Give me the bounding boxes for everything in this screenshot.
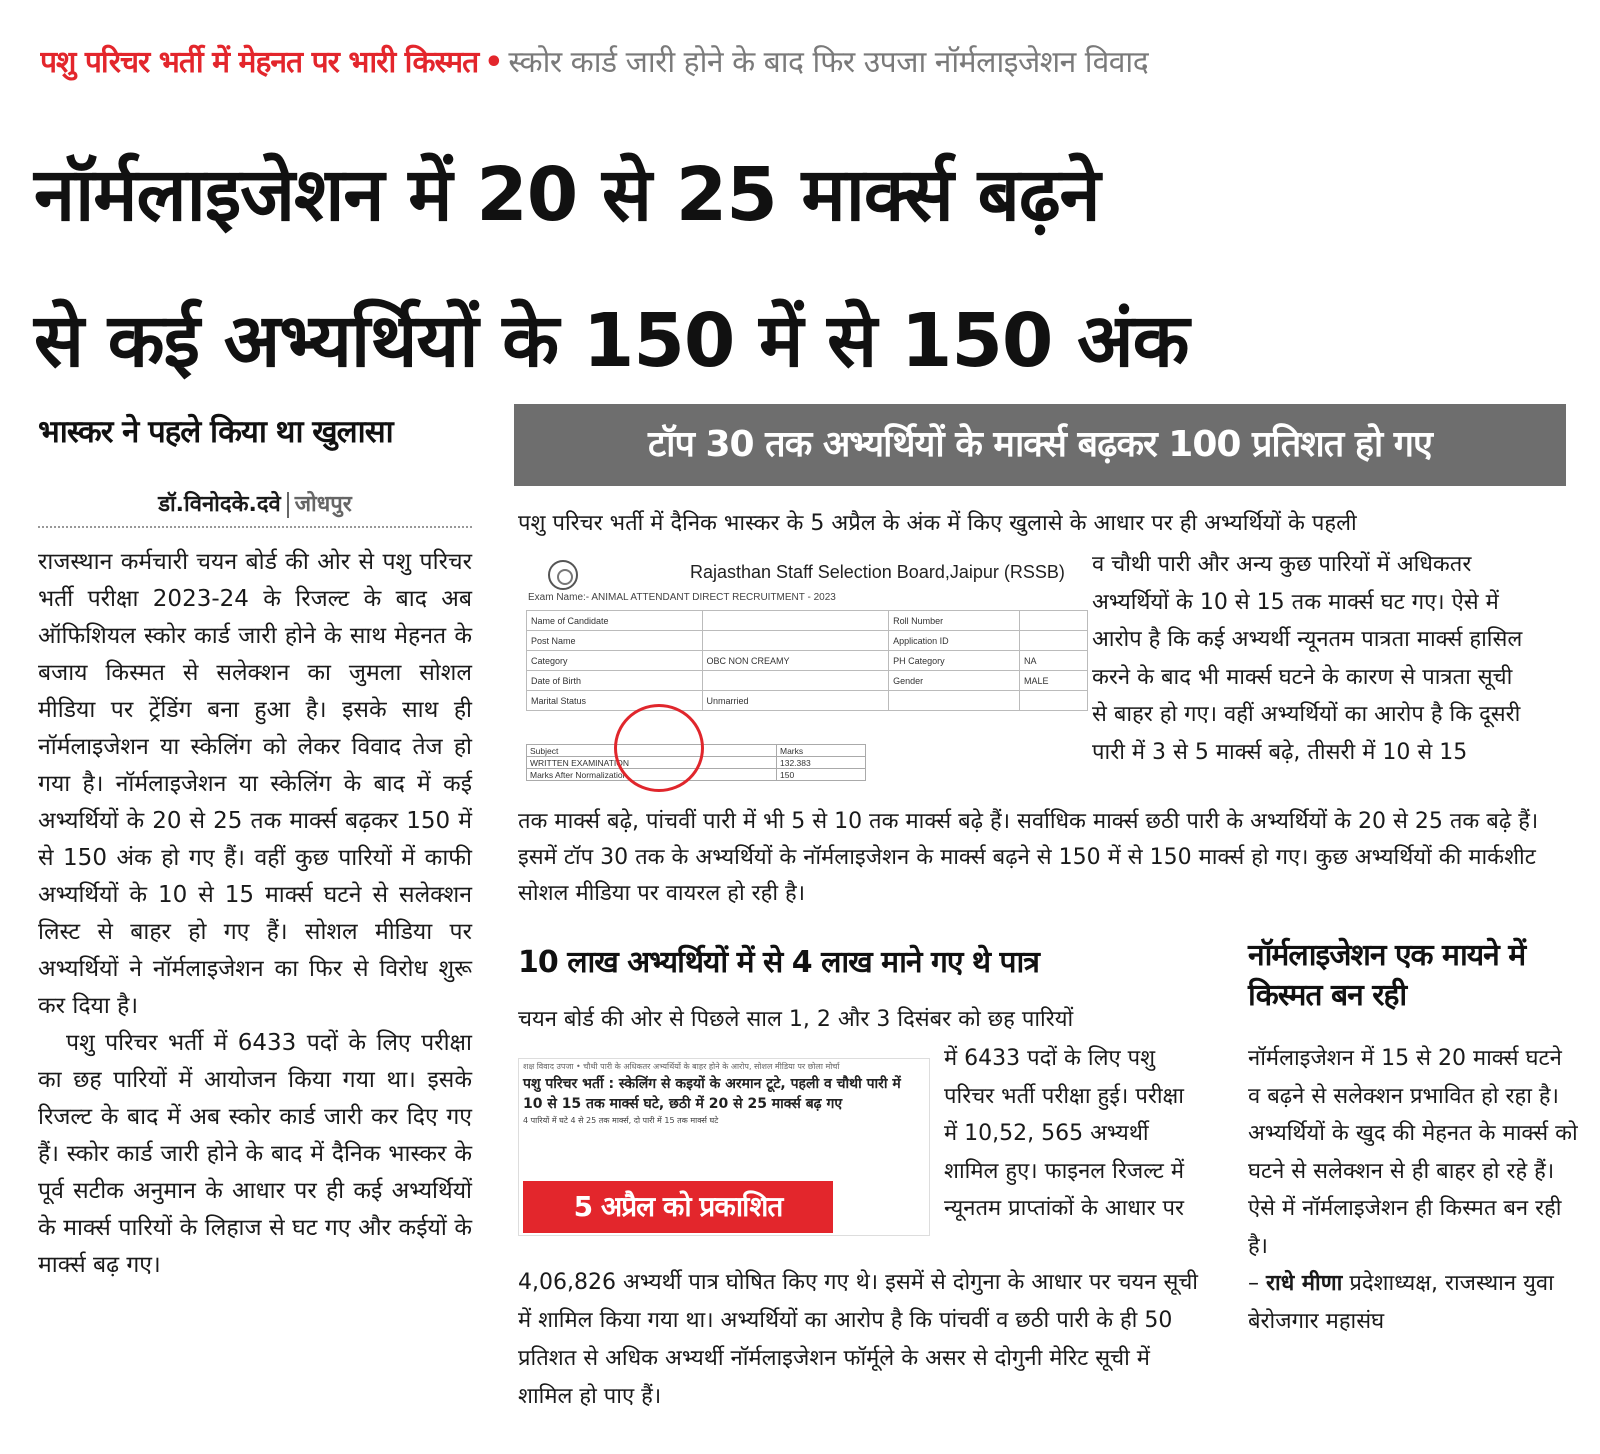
table-cell: Marital Status xyxy=(527,691,703,711)
score-card-title: Rajasthan Staff Selection Board,Jaipur (RSSB) xyxy=(690,562,1065,582)
table-cell: Date of Birth xyxy=(527,671,703,691)
published-date-stamp: 5 अप्रैल को प्रकाशित xyxy=(523,1181,833,1233)
score-card-exam-name: Exam Name:- ANIMAL ATTENDANT DIRECT RECRUITMENT - 2023 xyxy=(528,592,836,603)
rssb-emblem-icon xyxy=(548,560,578,590)
table-cell xyxy=(702,631,889,651)
headline-line-2: से कई अभ्यर्थियों के 150 में से 150 अंक xyxy=(34,298,1189,384)
newspaper-clipping-image xyxy=(518,1058,930,1236)
table-cell xyxy=(1020,631,1088,651)
sub-right-text: में 6433 पदों के लिए पशु परिचर भर्ती परीक्षा हुई। परीक्षा में 10,52, 565 अभ्यर्थी शामिल हुए। फाइनल रिजल्ट में न्यूनतम प्राप्तांकों के आधार पर xyxy=(944,1046,1185,1221)
sidebar-quote-text: नॉर्मलाइजेशन में 15 से 20 मार्क्स घटने व बढ़ने से सलेक्शन प्रभावित हो रहा है। अभ्यर्थियों के खुद की मेहनत के मार्क्स को घटने से सलेक्शन से ही बाहर हो रहे हैं। ऐसे में नॉर्मलाइजेशन ही किस्मत बन रही है। xyxy=(1248,1046,1578,1259)
clip-kicker: शक्ष विवाद उपजा • चौथी पारी के अधिकतर अभ्यर्थियों के बाहर होने के आरोप, सोशल मीडिया पर छोला मोर्चा xyxy=(523,1062,840,1071)
main-headline xyxy=(34,122,1574,414)
table-cell: Post Name xyxy=(527,631,703,651)
clip-subline: 4 पारियों में घटे 4 से 25 तक मार्क्स, दो पारी में 15 तक मार्क्स घटे xyxy=(523,1116,719,1125)
table-cell: WRITTEN EXAMINATION xyxy=(527,757,777,769)
table-cell: 150 xyxy=(777,769,866,781)
left-paragraph-1: राजस्थान कर्मचारी चयन बोर्ड की ओर से पशु परिचर भर्ती परीक्षा 2023-24 के रिजल्ट के बाद अब ऑफिशियल स्कोर कार्ड जारी होने के साथ मेहनत के बजाय किस्मत से सलेक्शन का जुमला सोशल मीडिया पर ट्रेंडिंग बना हुआ है। इसके साथ ही नॉर्मलाइजेशन या स्केलिंग को लेकर विवाद तेज हो गया है। नॉर्मलाइजेशन या स्केलिंग के बाद में कई अभ्यर्थियों के 20 से 25 तक मार्क्स बढ़कर 150 में से 150 अंक हो गए हैं। वहीं कुछ पारियों में काफी अभ्यर्थियों के 10 से 15 मार्क्स घटने से सलेक्शन लिस्ट से बाहर हो गए हैं। सोशल मीडिया पर अभ्यर्थियों ने नॉर्मलाइजेशन का फिर से विरोध शुरू कर दिया है। xyxy=(38,549,472,1019)
table-cell: Marks xyxy=(777,745,866,757)
sub-full-text: 4,06,826 अभ्यर्थी पात्र घोषित किए गए थे। इसमें से दोगुना के आधार पर चयन सूची में शामिल किया गया था। अभ्यर्थियों का आरोप है कि पांचवीं व छठी पारी के ही 50 प्रतिशत से अधिक अभ्यर्थी नॉर्मलाइजेशन फॉर्मूले के असर से दोगुनी मेरिट सूची में शामिल हो पाए हैं। xyxy=(518,1270,1199,1409)
clip-headline: पशु परिचर भर्ती : स्केलिंग से कइयों के अरमान टूटे, पहली व चौथी पारी में 10 से 15 तक मार्क्स घटे, छठी में 20 से 25 मार्क्स बढ़ गए xyxy=(523,1076,901,1112)
table-cell: 132.383 xyxy=(777,757,866,769)
score-card-details-table xyxy=(526,610,1088,711)
table-cell xyxy=(1020,611,1088,631)
table-cell: NA xyxy=(1020,651,1088,671)
table-cell: Unmarried xyxy=(702,691,889,711)
sidebar-heading: नॉर्मलाइजेशन एक मायने में किस्मत बन रही xyxy=(1248,938,1526,1013)
left-column xyxy=(38,410,472,1284)
quote-dash: – xyxy=(1248,1271,1266,1296)
table-row xyxy=(527,691,1088,711)
kicker-grey: स्कोर कार्ड जारी होने के बाद फिर उपजा नॉर्मलाइजेशन विवाद xyxy=(508,45,1149,80)
dateline-city: जोधपुर xyxy=(294,492,352,517)
author-name: डॉ.विनोदके.दवे xyxy=(158,492,281,517)
main-right-text: व चौथी पारी और अन्य कुछ पारियों में अधिकतर अभ्यर्थियों के 10 से 15 तक मार्क्स घट गए। ऐसे में आरोप है कि कई अभ्यर्थी न्यूनतम पात्रता मार्क्स हासिल करने के बाद भी मार्क्स घटने के कारण से पात्रता सूची से बाहर हो गए। वहीं अभ्यर्थियों का आरोप है कि दूसरी पारी में 3 से 5 मार्क्स बढ़े, तीसरी में 10 से 15 xyxy=(1092,552,1523,765)
table-cell: Roll Number xyxy=(889,611,1020,631)
table-cell xyxy=(702,611,889,631)
byline xyxy=(38,488,472,528)
sub-intro-line: चयन बोर्ड की ओर से पिछले साल 1, 2 और 3 दिसंबर को छह पारियों xyxy=(518,1007,1074,1032)
table-row xyxy=(527,611,1088,631)
table-cell: PH Category xyxy=(889,651,1020,671)
grey-banner-heading: टॉप 30 तक अभ्यर्थियों के मार्क्स बढ़कर 100 प्रतिशत हो गए xyxy=(514,404,1566,486)
table-cell xyxy=(702,671,889,691)
table-cell: Category xyxy=(527,651,703,671)
headline-line-1: नॉर्मलाइजेशन में 20 से 25 मार्क्स बढ़ने xyxy=(34,152,1100,238)
sidebar-quote xyxy=(1248,1040,1578,1340)
table-cell xyxy=(889,691,1020,711)
table-cell: Marks After Normalization xyxy=(527,769,777,781)
table-row xyxy=(527,671,1088,691)
kicker-dot: • xyxy=(484,45,503,80)
kicker xyxy=(40,40,1580,90)
quote-author-name: राधे मीणा xyxy=(1266,1271,1343,1296)
table-cell: Application ID xyxy=(889,631,1020,651)
main-full-text: तक मार्क्स बढ़े, पांचवीं पारी में भी 5 से 10 तक मार्क्स बढ़े हैं। सर्वाधिक मार्क्स छठी पारी के अभ्यर्थियों के 20 से 25 तक बढ़े हैं। इसमें टॉप 30 तक के अभ्यर्थियों के नॉर्मलाइजेशन के मार्क्स बढ़ने से 150 में से 150 मार्क्स हो गए। कुछ अभ्यर्थियों की मार्कशीट सोशल मीडिया पर वायरल हो रही है। xyxy=(518,809,1539,906)
table-cell: Subject xyxy=(527,745,777,757)
kicker-red: पशु परिचर भर्ती में मेहनत पर भारी किस्मत xyxy=(40,45,479,80)
byline-divider xyxy=(287,492,289,518)
table-cell: OBC NON CREAMY xyxy=(702,651,889,671)
sub-heading: 10 लाख अभ्यर्थियों में से 4 लाख माने गए थे पात्र xyxy=(518,945,1039,980)
score-card-image xyxy=(524,556,1090,796)
table-row xyxy=(527,631,1088,651)
main-intro-line: पशु परिचर भर्ती में दैनिक भास्कर के 5 अप्रैल के अंक में किए खुलासे के आधार पर ही अभ्यर्थियों के पहली xyxy=(518,511,1357,536)
table-row xyxy=(527,651,1088,671)
table-cell: MALE xyxy=(1020,671,1088,691)
left-heading: भास्कर ने पहले किया था खुलासा xyxy=(38,414,393,450)
left-paragraph-2: पशु परिचर भर्ती में 6433 पदों के लिए परीक्षा का छह पारियों में आयोजन किया गया था। इसके रिजल्ट के बाद में अब स्कोर कार्ड जारी कर दिए गए हैं। स्कोर कार्ड जारी होने के बाद में दैनिक भास्कर के पूर्व सटीक अनुमान के आधार पर ही कई अभ्यर्थियों के मार्क्स पारियों के लिहाज से घट गए और कईयों के मार्क्स बढ़ गए। xyxy=(38,1030,472,1278)
red-highlight-circle xyxy=(614,704,704,792)
table-cell: Name of Candidate xyxy=(527,611,703,631)
left-body xyxy=(38,544,472,1284)
quote-author-title: प्रदेशाध्यक्ष, राजस्थान युवा बेरोजगार महासंघ xyxy=(1248,1271,1554,1334)
table-cell xyxy=(1020,691,1088,711)
table-cell: Gender xyxy=(889,671,1020,691)
